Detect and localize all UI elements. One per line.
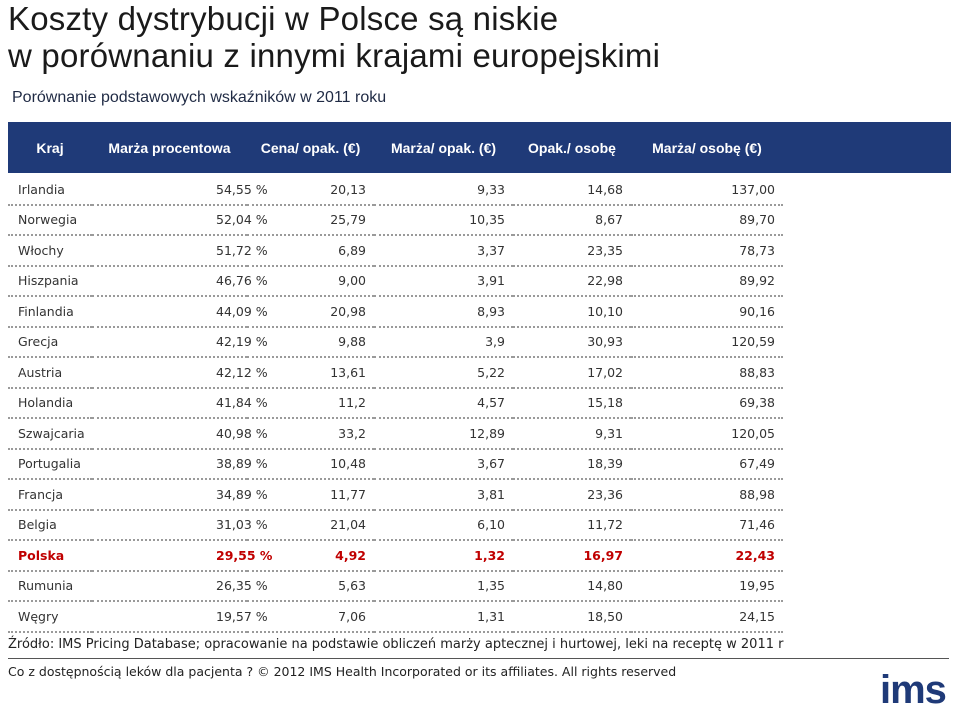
table-cell: Holandia	[8, 389, 92, 420]
table-cell: 33,2	[247, 419, 374, 450]
table-cell: Finlandia	[8, 297, 92, 328]
table-cell: 16,97	[513, 541, 631, 572]
table-row	[8, 358, 783, 389]
table-cell: Włochy	[8, 236, 92, 267]
table-cell: 23,36	[513, 480, 631, 511]
table-cell: 9,88	[247, 328, 374, 359]
table-cell: 23,35	[513, 236, 631, 267]
table-cell: 15,18	[513, 389, 631, 420]
table-cell: Węgry	[8, 602, 92, 633]
table-cell: Hiszpania	[8, 267, 92, 298]
table-cell: 1,31	[374, 602, 513, 633]
table-cell: 90,16	[631, 297, 783, 328]
table-cell: 67,49	[631, 450, 783, 481]
table-row	[8, 511, 783, 542]
table-cell: 13,61	[247, 358, 374, 389]
table-row	[8, 419, 783, 450]
table-row	[8, 236, 783, 267]
table-cell: 5,22	[374, 358, 513, 389]
table-cell: 20,13	[247, 173, 374, 206]
table-cell: 51,72 %	[92, 236, 247, 267]
table-cell: 6,89	[247, 236, 374, 267]
header-kraj: Kraj	[36, 139, 64, 156]
table-cell: 11,72	[513, 511, 631, 542]
table-cell: 1,32	[374, 541, 513, 572]
table-cell: 11,2	[247, 389, 374, 420]
header-cena-opak: Cena/ opak. (€)	[260, 139, 361, 156]
table-cell: 22,43	[631, 541, 783, 572]
table-cell: 54,55 %	[92, 173, 247, 206]
table-cell: 9,00	[247, 267, 374, 298]
footer-copyright: Co z dostępnością leków dla pacjenta ? © 2012 IMS Health Incorporated or its affiliates. All rights reserved	[8, 664, 677, 679]
table-cell: 14,68	[513, 173, 631, 206]
table-cell: 71,46	[631, 511, 783, 542]
table-cell: 19,57 %	[92, 602, 247, 633]
table-cell: 8,93	[374, 297, 513, 328]
header-marza-procentowa: Marża procentowa	[108, 139, 231, 156]
table-cell: 5,63	[247, 572, 374, 603]
page-title	[8, 0, 953, 74]
table-cell: 3,37	[374, 236, 513, 267]
table-cell: 46,76 %	[92, 267, 247, 298]
table-cell: 3,81	[374, 480, 513, 511]
subtitle: Porównanie podstawowych wskaźników w 2011 roku	[12, 89, 387, 106]
table-cell: 8,67	[513, 206, 631, 237]
table-row	[8, 297, 783, 328]
table-cell: 29,55 %	[92, 541, 247, 572]
table-cell: 18,39	[513, 450, 631, 481]
table-cell: 31,03 %	[92, 511, 247, 542]
table-cell: 4,92	[247, 541, 374, 572]
logo-text: ims	[880, 668, 946, 712]
table-cell: 9,33	[374, 173, 513, 206]
header-marza-opak: Marża/ opak. (€)	[390, 139, 497, 156]
table-row	[8, 572, 783, 603]
table-cell: 88,98	[631, 480, 783, 511]
table-cell: 18,50	[513, 602, 631, 633]
pricing-table	[8, 122, 783, 633]
table-row	[8, 267, 783, 298]
table-cell: 120,05	[631, 419, 783, 450]
table-cell: 3,91	[374, 267, 513, 298]
table-cell: 20,98	[247, 297, 374, 328]
table-cell: 26,35 %	[92, 572, 247, 603]
table-cell: 40,98 %	[92, 419, 247, 450]
table-cell: 10,35	[374, 206, 513, 237]
table-cell: 21,04	[247, 511, 374, 542]
table-cell: 14,80	[513, 572, 631, 603]
table-cell: 4,57	[374, 389, 513, 420]
table-row	[8, 480, 783, 511]
table-cell: 10,10	[513, 297, 631, 328]
table-row	[8, 173, 783, 206]
table-cell: 11,77	[247, 480, 374, 511]
table-cell: 10,48	[247, 450, 374, 481]
table-cell: 78,73	[631, 236, 783, 267]
table-cell: 17,02	[513, 358, 631, 389]
table-row	[8, 541, 783, 572]
table-cell: 3,67	[374, 450, 513, 481]
title-line-1: Koszty dystrybucji w Polsce są niskie	[8, 0, 559, 37]
table-cell: 52,04 %	[92, 206, 247, 237]
table-header-row	[8, 122, 783, 173]
table-cell: 1,35	[374, 572, 513, 603]
table-cell: 41,84 %	[92, 389, 247, 420]
table-cell: 89,92	[631, 267, 783, 298]
table-cell: 7,06	[247, 602, 374, 633]
table-cell: Irlandia	[8, 173, 92, 206]
table-cell: 88,83	[631, 358, 783, 389]
table-cell: 22,98	[513, 267, 631, 298]
table-cell: 12,89	[374, 419, 513, 450]
table-cell: Francja	[8, 480, 92, 511]
table-cell: 69,38	[631, 389, 783, 420]
table-cell: 44,09 %	[92, 297, 247, 328]
table-cell: 24,15	[631, 602, 783, 633]
table-cell: Norwegia	[8, 206, 92, 237]
table-row	[8, 389, 783, 420]
table-cell: 30,93	[513, 328, 631, 359]
table-cell: Rumunia	[8, 572, 92, 603]
table-cell: 42,19 %	[92, 328, 247, 359]
table-row	[8, 602, 783, 633]
ims-logo	[880, 670, 955, 710]
table-cell: Szwajcaria	[8, 419, 92, 450]
table-row	[8, 206, 783, 237]
table-cell: 137,00	[631, 173, 783, 206]
table-cell: Portugalia	[8, 450, 92, 481]
table-cell: Polska	[8, 541, 92, 572]
title-line-2: w porównaniu z innymi krajami europejskimi	[8, 37, 661, 74]
table-row	[8, 328, 783, 359]
table-cell: 19,95	[631, 572, 783, 603]
table-cell: 6,10	[374, 511, 513, 542]
table-cell: 42,12 %	[92, 358, 247, 389]
table-cell: 34,89 %	[92, 480, 247, 511]
table-cell: 38,89 %	[92, 450, 247, 481]
table-cell: 120,59	[631, 328, 783, 359]
header-opak-osobe: Opak./ osobę	[528, 139, 616, 156]
table-cell: Austria	[8, 358, 92, 389]
header-marza-osobe: Marża/ osobę (€)	[652, 139, 762, 156]
table-cell: 3,9	[374, 328, 513, 359]
table-cell: Grecja	[8, 328, 92, 359]
table-cell: 89,70	[631, 206, 783, 237]
table-cell: 25,79	[247, 206, 374, 237]
source-note: Źródło: IMS Pricing Database; opracowanie na podstawie obliczeń marży aptecznej i hurtowej, leki na receptę w 2011 r	[8, 637, 949, 659]
table-cell: Belgia	[8, 511, 92, 542]
table-cell: 9,31	[513, 419, 631, 450]
table-row	[8, 450, 783, 481]
